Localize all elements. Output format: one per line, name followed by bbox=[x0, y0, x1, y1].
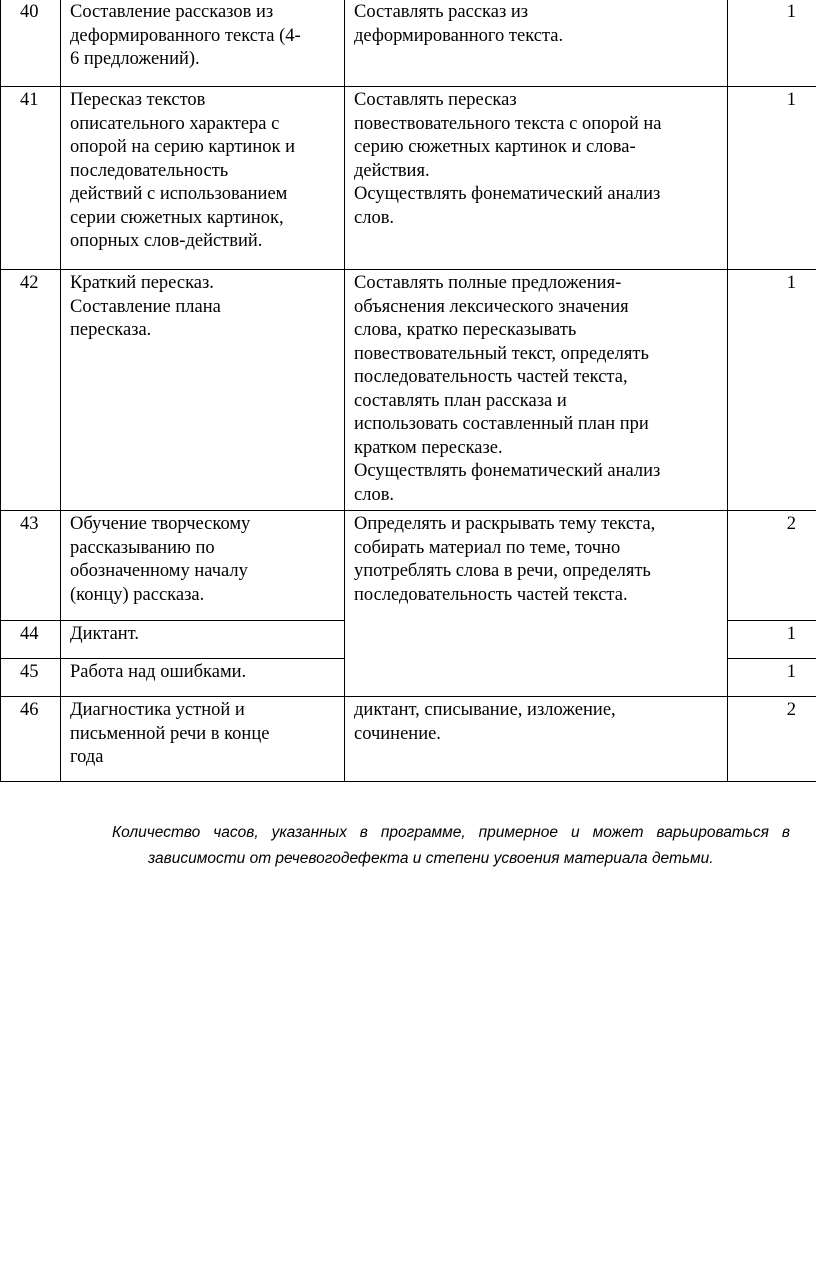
footnote-line-2: зависимости от речевогодефекта и степени усвоения материала детьми. bbox=[148, 850, 714, 867]
table-row bbox=[1, 697, 816, 782]
lesson-activity: Составлять рассказ из деформированного текста. bbox=[345, 0, 728, 87]
lesson-topic: Обучение творческому рассказыванию по обозначенному началу (концу) рассказа. bbox=[61, 511, 345, 621]
lesson-activity: Составлять пересказ повествовательного текста с опорой на серию сюжетных картинок и слова- действия. Осуществлять фонематический анализ слов. bbox=[345, 87, 728, 270]
lesson-hours: 2 bbox=[728, 511, 816, 621]
lesson-number: 40 bbox=[1, 0, 61, 87]
lesson-number: 42 bbox=[1, 270, 61, 511]
lesson-topic: Пересказ текстов описательного характера с опорой на серию картинок и последовательность действий с использованием серии сюжетных картинок, опорных слов-действий. bbox=[61, 87, 345, 270]
lesson-number: 44 bbox=[1, 621, 61, 659]
lesson-hours: 1 bbox=[728, 87, 816, 270]
lesson-hours: 1 bbox=[728, 621, 816, 659]
lesson-activity: Составлять полные предложения- объяснения лексического значения слова, кратко пересказывать повествовательный текст, определять последовательность частей текста, составлять план рассказа и использовать составленный план при кратком пересказе. Осуществлять фонематический анализ слов. bbox=[345, 270, 728, 511]
lesson-number: 46 bbox=[1, 697, 61, 782]
table-row bbox=[1, 87, 816, 270]
table-row bbox=[1, 0, 816, 87]
footnote bbox=[0, 820, 816, 872]
lesson-activity: диктант, списывание, изложение, сочинение. bbox=[345, 697, 728, 782]
lesson-topic: Составление рассказов из деформированного текста (4- 6 предложений). bbox=[61, 0, 345, 87]
table-row bbox=[1, 511, 816, 621]
lesson-number: 41 bbox=[1, 87, 61, 270]
footnote-line-1: Количество часов, указанных в программе, примерное и может варьироваться в bbox=[112, 824, 790, 841]
lesson-hours: 1 bbox=[728, 0, 816, 87]
lesson-hours: 1 bbox=[728, 659, 816, 697]
lesson-topic: Диагностика устной и письменной речи в конце года bbox=[61, 697, 345, 782]
lesson-activity: Определять и раскрывать тему текста, собирать материал по теме, точно употреблять слова в речи, определять последовательность частей текста. bbox=[345, 511, 728, 697]
lesson-topic: Диктант. bbox=[61, 621, 345, 659]
lesson-hours: 2 bbox=[728, 697, 816, 782]
lesson-hours: 1 bbox=[728, 270, 816, 511]
lesson-topic: Работа над ошибками. bbox=[61, 659, 345, 697]
lesson-topic: Краткий пересказ. Составление плана пересказа. bbox=[61, 270, 345, 511]
table-row bbox=[1, 270, 816, 511]
lesson-number: 45 bbox=[1, 659, 61, 697]
lesson-number: 43 bbox=[1, 511, 61, 621]
